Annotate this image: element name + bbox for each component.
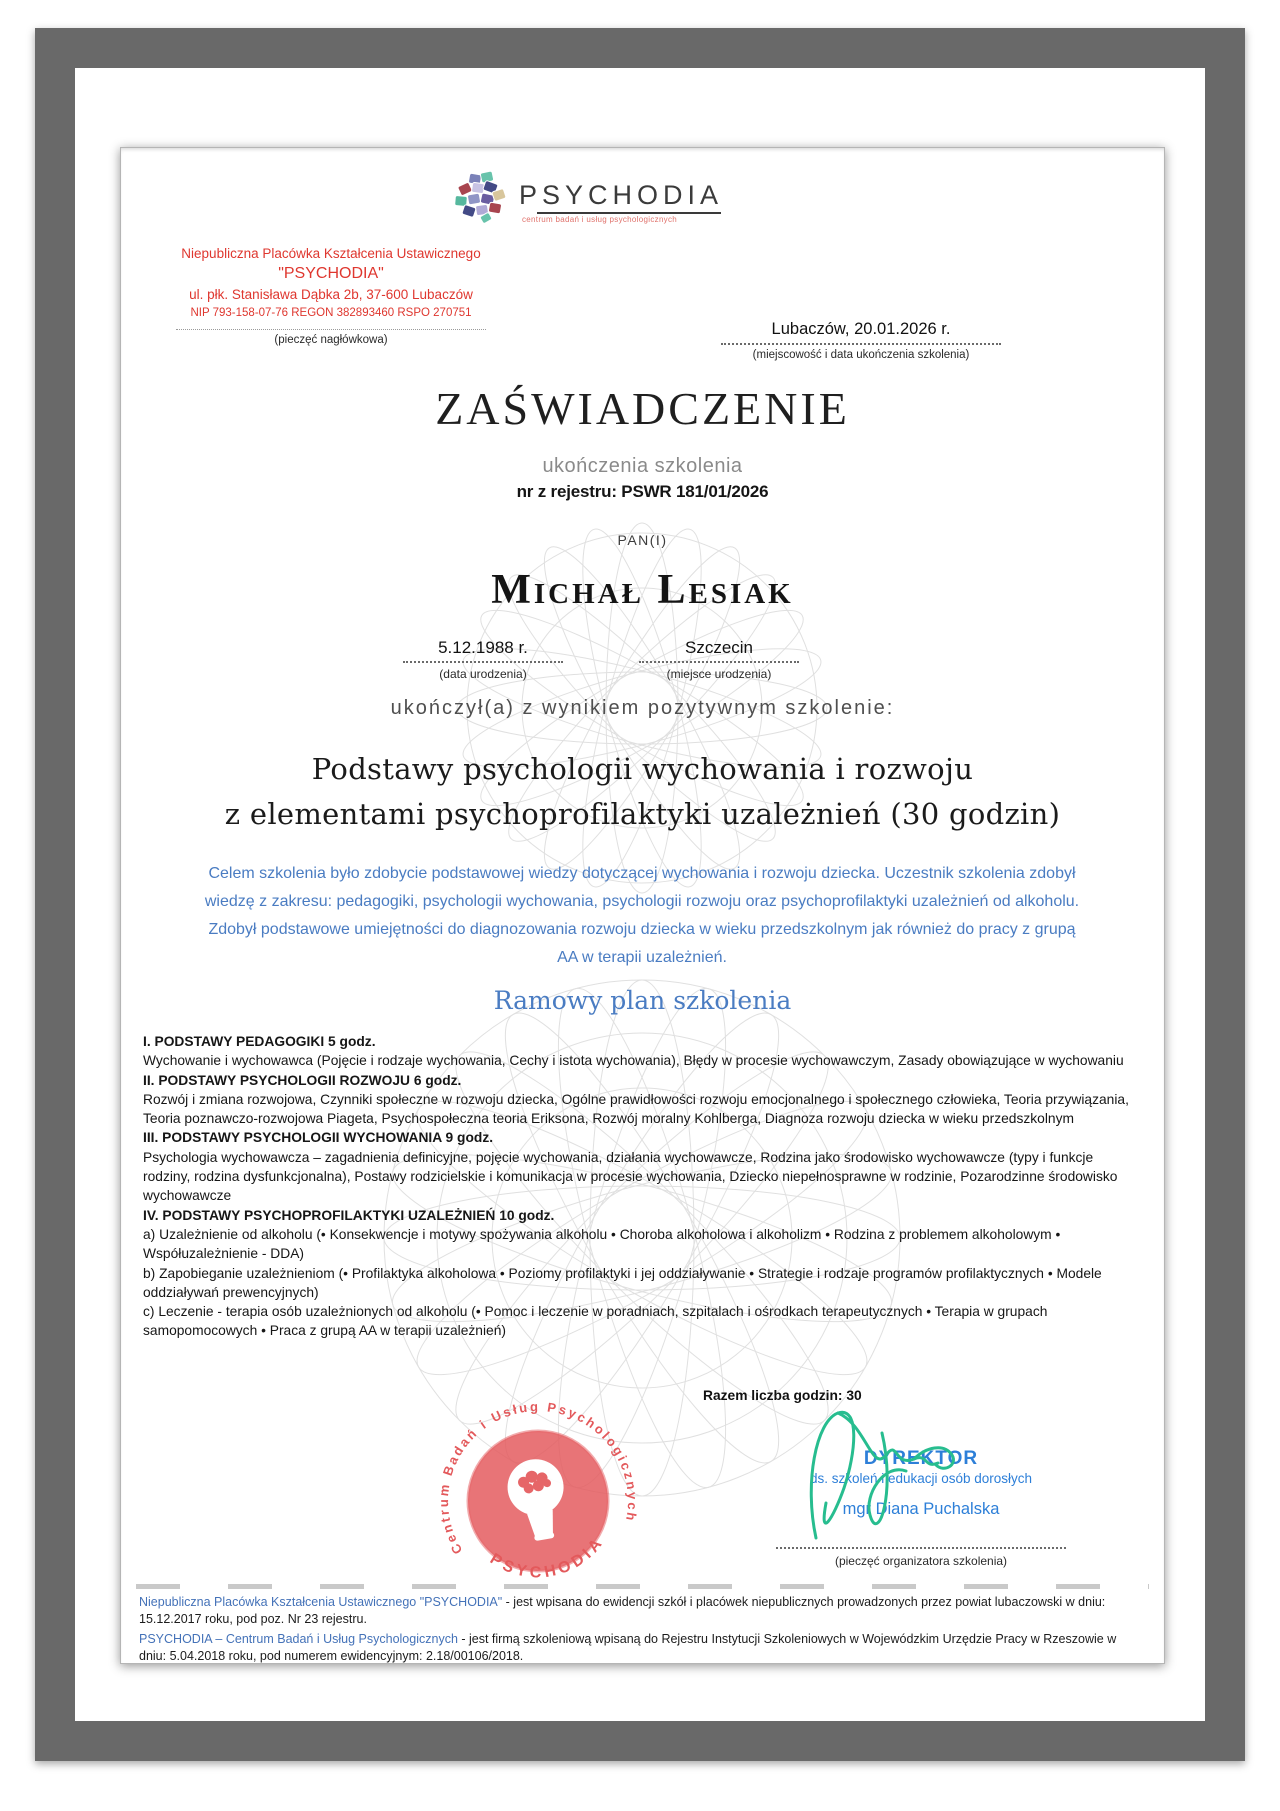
plan-section — [143, 1206, 1133, 1341]
plan-section-body: b) Zapobieganie uzależnieniom (• Profilaktyka alkoholowa • Poziomy profilaktyki i jej oddziaływanie • Strategie i rodzaje programów profilaktycznych • Modele oddziaływań prewencyjnych) — [143, 1265, 1102, 1300]
plan-section — [143, 1032, 1133, 1071]
institution-address: ul. płk. Stanisława Dąbka 2b, 37-600 Lubaczów — [189, 287, 473, 302]
completion-line: ukończył(a) z wynikiem pozytywnym szkolenie: — [390, 697, 895, 719]
plan-section — [143, 1128, 1133, 1205]
header-stamp-caption: (pieczęć nagłówkowa) — [274, 334, 388, 346]
plan-section-body: a) Uzależnienie od alkoholu (• Konsekwencje i motywy spożywania alkoholu • Choroba alkoholowa i alkoholizm • Rodzina z problemem alkoholowym • Współuzależnienie - DDA) — [143, 1226, 1061, 1262]
plan-section-body: c) Leczenie - terapia osób uzależnionych od alkoholu (• Pomoc i leczenie w poradniach, szpitalach i ośrodkach terapeutycznych • Terapia w grupach samopomocowych • Praca z grupą AA w terapii uzależnień) — [143, 1304, 1048, 1339]
logo — [451, 166, 723, 224]
plan-section-body: Psychologia wychowawcza – zagadnienia definicyjne, pojęcie wychowania, działania wychowawcze, Rodzina jako środowisko wychowawcze (typy i funkcje rodziny, rodzina dysfunkcjonalna), Postawy rodzicielskie i komunikacja w procesie wychowania, Dziecko niepełnosprawne w rodzinie, Pozarodzinne środowisko wychowawcze — [143, 1149, 1118, 1204]
place-date-block — [721, 320, 1001, 361]
signature-caption: (pieczęć organizatora szkolenia) — [834, 1554, 1008, 1568]
footer-entry-text: - jest firmą szkoleniową wpisaną do Rejestru Instytucji Szkoleniowych w Wojewódzkim Urzędzie Pracy w Rzeszowie w dniu: 5.04.2018 roku, pod numerem ewidencyjnym: 2.18/00106/2018. — [139, 1632, 1117, 1663]
participant-name: Michał Lesiak — [491, 567, 794, 613]
footer-entry-highlight: PSYCHODIA – Centrum Badań i Usług Psychologicznych — [139, 1632, 458, 1646]
photo-frame — [35, 28, 1245, 1761]
footer-entry-text: - jest wpisana do ewidencji szkół i placówek niepublicznych prowadzonych przez powiat lubaczowski w dniu: 15.12.2017 roku, pod poz. Nr 23 rejestru. — [139, 1595, 1106, 1626]
plan-section-heading: IV. PODSTAWY PSYCHOPROFILAKTYKI UZALEŻNIEŃ 10 godz. — [143, 1207, 555, 1223]
plan-heading: Ramowy plan szkolenia — [493, 986, 792, 1015]
institution-name: "PSYCHODIA" — [278, 265, 384, 282]
signature-title: DYREKTOR — [863, 1448, 979, 1469]
signature-name: mgr Diana Puchalska — [842, 1500, 1000, 1518]
brand-name: PSYCHODIA — [519, 180, 724, 210]
plan-section-heading: I. PODSTAWY PEDAGOGIKI 5 godz. — [143, 1034, 376, 1049]
handwritten-signature — [786, 1403, 1001, 1548]
brand-tagline: centrum badań i usług psychologicznych — [522, 215, 678, 224]
birth-date-block — [403, 638, 563, 681]
birth-date-value: 5.12.1988 r. — [403, 638, 563, 663]
birth-place-value: Szczecin — [639, 638, 799, 663]
institution-block — [166, 244, 496, 346]
certificate-page — [120, 147, 1165, 1664]
birth-date-caption: (data urodzenia) — [439, 667, 527, 681]
course-description: Celem szkolenia było zdobycie podstawowej wiedzy dotyczącej wychowania i rozwoju dziecka. Uczestnik szkolenia zdobył wiedzę z zakresu: pedagogiki, psychologii wychowania, psychologii rozwoju oraz psychoprofilaktyki uzależnień od alkoholu. Zdobył podstawowe umiejętności do diagnozowania rozwoju dziecka w wieku przedszkolnym jak również do pracy z grupą AA w terapii uzależnień. — [204, 865, 1080, 966]
signature-subtitle: ds. szkoleń i edukacji osób dorosłych — [809, 1471, 1033, 1486]
footer-entry — [139, 1631, 1146, 1664]
registry-number: nr z rejestru: PSWR 181/01/2026 — [516, 482, 769, 501]
place-date-value: Lubaczów, 20.01.2026 r. — [721, 320, 1001, 345]
place-date-caption: (miejscowość i data ukończenia szkolenia) — [752, 349, 970, 361]
plan-section-heading: III. PODSTAWY PSYCHOLOGII WYCHOWANIA 9 godz. — [143, 1130, 494, 1146]
document-subtitle: ukończenia szkolenia — [542, 455, 743, 477]
plan-section — [143, 1071, 1133, 1129]
frame-mat — [75, 68, 1205, 1721]
institution-ids: NIP 793-158-07-76 REGON 382893460 RSPO 270751 — [190, 307, 472, 319]
stamp-ring-text-bottom: PSYCHODIA — [486, 1533, 608, 1582]
honorific: PAN(I) — [617, 532, 668, 548]
document-title: ZAŚWIADCZENIE — [435, 383, 850, 434]
plan-section-body: Rozwój i zmiana rozwojowa, Czynniki społeczne w rozwoju dziecka, Ogólne prawidłowości rozwoju emocjonalnego i społecznego człowieka, Teoria przywiązania, Teoria poznawczo-rozwojowa Piageta, Psychospołeczna teoria Eriksona, Rozwój moralny Kohlberga, Diagnoza rozwoju dziecka w wieku przedszkolnym — [143, 1091, 1129, 1127]
course-title-line1: Podstawy psychologii wychowania i rozwoju — [311, 752, 974, 786]
total-hours: Razem liczba godzin: 30 — [703, 1388, 862, 1403]
footer-entry-highlight: Niepubliczna Placówka Kształcenia Ustawicznego "PSYCHODIA" — [139, 1595, 503, 1609]
birth-place-caption: (miejsce urodzenia) — [666, 667, 772, 681]
plan-section-heading: II. PODSTAWY PSYCHOLOGII ROZWOJU 6 godz. — [143, 1072, 462, 1088]
logo-text — [519, 180, 723, 224]
plan-section-body: Wychowanie i wychowawca (Pojęcie i rodzaje wychowania, Cechy i istota wychowania), Błędy w procesie wychowawczym, Zasady obowiązujące w wychowaniu — [143, 1053, 1124, 1069]
organization-round-stamp — [423, 1386, 653, 1616]
brain-mosaic-icon — [451, 170, 511, 224]
training-plan — [143, 1032, 1133, 1341]
institution-type: Niepubliczna Placówka Kształcenia Ustawicznego — [181, 246, 481, 261]
header-stamp-dotted-line — [176, 328, 486, 330]
birth-place-block — [639, 638, 799, 681]
course-title-line2: z elementami psychoprofilaktyki uzależnień (30 godzin) — [224, 797, 1061, 831]
stamp-ring-text-top: Centrum Badań i Usług Psychologicznych — [435, 1398, 641, 1557]
brand-underline — [537, 212, 721, 214]
